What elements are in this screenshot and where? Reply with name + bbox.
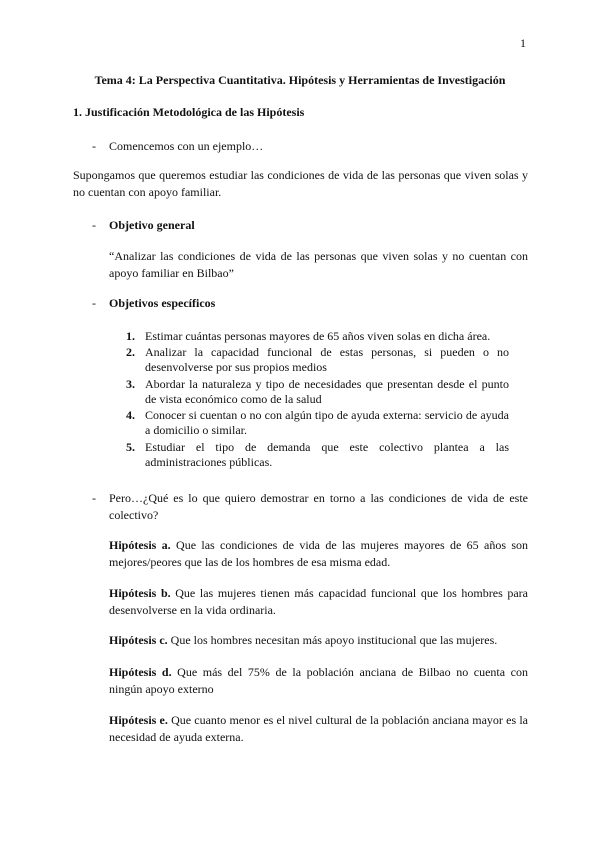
section-heading: 1. Justificación Metodológica de las Hipótesis [73, 105, 305, 119]
hipotesis-text: Que los hombres necesitan más apoyo institucional que las mujeres. [167, 633, 498, 647]
hipotesis-text: Que cuanto menor es el nivel cultural de la población anciana mayor es la necesidad de ayuda externa. [109, 713, 528, 744]
list-item-text: Conocer si cuentan o no con algún tipo de ayuda externa: servicio de ayuda a domicilio o similar. [145, 408, 509, 437]
list-item-number: 3. [126, 377, 135, 391]
page-number: 1 [520, 36, 526, 50]
list-item-number: 5. [126, 440, 135, 454]
hipotesis-label: Hipótesis c. [109, 633, 168, 647]
intro-bullet-text: Comencemos con un ejemplo… [109, 139, 264, 153]
list-item-text: Estimar cuántas personas mayores de 65 años viven solas en dicha área. [145, 329, 491, 343]
question-bullet-text: Pero…¿Qué es lo que quiero demostrar en torno a las condiciones de vida de este colectivo? [109, 491, 528, 522]
list-item-number: 1. [126, 329, 135, 343]
hipotesis-b [109, 585, 528, 619]
hipotesis-label: Hipótesis d. [109, 665, 172, 679]
hipotesis-e [109, 712, 528, 746]
intro-paragraph: Supongamos que queremos estudiar las condiciones de vida de las personas que viven solas y no cuentan con apoyo familiar. [73, 168, 528, 199]
hipotesis-d [109, 664, 528, 698]
list-item-text: Abordar la naturaleza y tipo de necesidades que presentan desde el punto de vista económico como de la salud [145, 377, 509, 406]
bullet-dash: - [92, 491, 96, 505]
list-item-number: 4. [126, 408, 135, 422]
list-item-text: Estudiar el tipo de demanda que este colectivo plantea a las administraciones públicas. [145, 440, 509, 469]
document-title: Tema 4: La Perspectiva Cuantitativa. Hipótesis y Herramientas de Investigación [94, 73, 506, 87]
objetivos-especificos-label: Objetivos específicos [109, 296, 216, 310]
objetivo-general-text: “Analizar las condiciones de vida de las personas que viven solas y no cuentan con apoyo familiar en Bilbao” [109, 249, 528, 280]
bullet-dash: - [92, 139, 96, 153]
hipotesis-text: Que más del 75% de la población anciana de Bilbao no cuenta con ningún apoyo externo [109, 665, 528, 696]
list-item-number: 2. [126, 345, 135, 359]
hipotesis-a [109, 537, 528, 571]
hipotesis-label: Hipótesis e. [109, 713, 168, 727]
hipotesis-text: Que las mujeres tienen más capacidad funcional que los hombres para desenvolverse en la vida ordinaria. [109, 586, 529, 617]
hipotesis-label: Hipótesis a. [109, 538, 171, 552]
hipotesis-text: Que las condiciones de vida de las mujeres mayores de 65 años son mejores/peores que las de los hombres de esa misma edad. [109, 538, 528, 569]
bullet-dash: - [92, 296, 96, 310]
list-item-text: Analizar la capacidad funcional de estas personas, si pueden o no desenvolverse por sus propios medios [145, 345, 509, 374]
objetivo-general-label: Objetivo general [109, 218, 195, 232]
bullet-dash: - [92, 218, 96, 232]
hipotesis-c [109, 632, 528, 649]
hipotesis-label: Hipótesis b. [109, 586, 171, 600]
